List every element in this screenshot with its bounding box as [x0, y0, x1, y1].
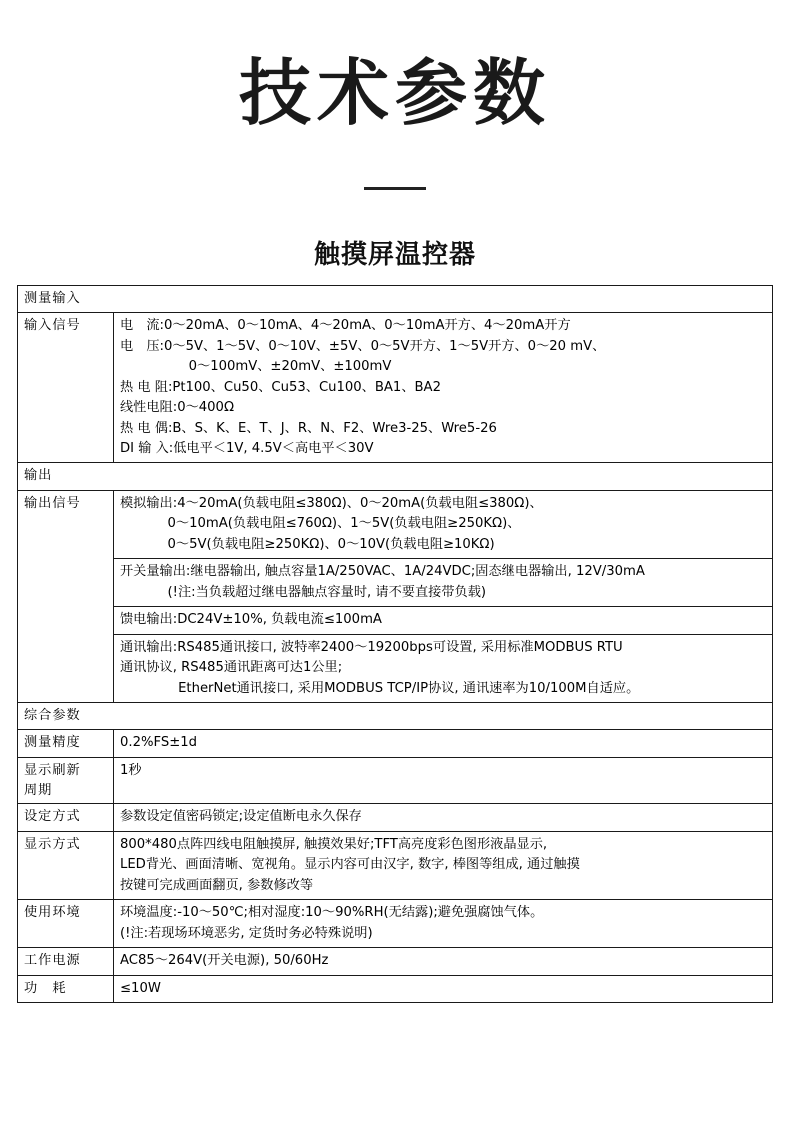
row-label-input-signal: 输入信号 [18, 313, 114, 463]
product-subtitle: 触摸屏温控器 [313, 239, 476, 270]
table-row [18, 900, 773, 948]
environment-note: (!注:若现场环境恶劣, 定货时务必特殊说明) [120, 925, 373, 941]
table-row [18, 285, 773, 312]
output-comm-line-2: 通讯协议, RS485通讯距离可达1公里; [120, 660, 343, 676]
input-voltage-line: 电 压:0～5V、1～5V、0～10V、±5V、0～5V开方、1～5V开方、0～20 mV、 [120, 338, 606, 354]
output-feed-cell [114, 607, 773, 634]
refresh-cycle-label-line-1: 显示刷新 [24, 762, 81, 778]
input-voltage-line-2: 0～100mV、±20mV、±100mV [188, 359, 392, 375]
table-row [18, 948, 773, 975]
table-row [18, 559, 773, 607]
table-row [18, 634, 773, 702]
table-row [18, 463, 773, 490]
table-row [18, 975, 773, 1002]
output-feed-line: 馈电输出:DC24V±10%, 负载电流≤100mA [120, 612, 382, 628]
output-analog-line-1: 模拟输出:4～20mA(负载电阻≤380Ω)、0～20mA(负载电阻≤380Ω)、 [120, 495, 543, 511]
row-value-refresh-cycle: 1秒 [114, 757, 773, 804]
section-general-parameters: 综合参数 [18, 702, 773, 729]
row-label-accuracy: 测量精度 [18, 730, 114, 757]
table-row [18, 607, 773, 634]
row-label-environment: 使用环境 [18, 900, 114, 948]
table-row [18, 702, 773, 729]
row-value-input-signal [114, 313, 773, 463]
row-label-display-mode: 显示方式 [18, 831, 114, 899]
row-value-accuracy: 0.2%FS±1d [114, 730, 773, 757]
row-value-power-consumption: ≤10W [114, 975, 773, 1002]
table-row [18, 490, 773, 558]
input-rtd-line: 热 电 阻:Pt100、Cu50、Cu53、Cu100、BA1、BA2 [120, 379, 441, 395]
display-mode-line-3: 按键可完成画面翻页, 参数修改等 [120, 877, 314, 893]
output-analog-line-3: 0～5V(负载电阻≥250KΩ)、0～10V(负载电阻≥10KΩ) [167, 536, 495, 552]
section-output: 输出 [18, 463, 773, 490]
environment-line-1: 环境温度:-10～50℃;相对湿度:10～90%RH(无结露);避免强腐蚀气体。 [120, 905, 544, 921]
refresh-cycle-label-line-2: 周期 [24, 782, 53, 798]
table-row [18, 313, 773, 463]
output-analog-line-2: 0～10mA(负载电阻≤760Ω)、1～5V(负载电阻≥250KΩ)、 [167, 516, 521, 532]
table-row [18, 804, 773, 831]
output-analog-cell [114, 490, 773, 558]
display-mode-line-1: 800*480点阵四线电阻触摸屏, 触摸效果好;TFT高亮度彩色图形液晶显示, [120, 836, 548, 852]
row-label-power-supply: 工作电源 [18, 948, 114, 975]
row-value-power-supply: AC85～264V(开关电源), 50/60Hz [114, 948, 773, 975]
output-comm-line-1: 通讯输出:RS485通讯接口, 波特率2400～19200bps可设置, 采用标准MODBUS RTU [120, 639, 623, 655]
row-value-environment [114, 900, 773, 948]
output-switch-cell [114, 559, 773, 607]
table-row [18, 831, 773, 899]
table-row [18, 757, 773, 804]
input-current-line: 电 流:0～20mA、0～10mA、4～20mA、0～10mA开方、4～20mA开方 [120, 318, 571, 334]
output-comm-line-3: EtherNet通讯接口, 采用MODBUS TCP/IP协议, 通讯速率为10/100M自适应。 [178, 680, 640, 696]
output-switch-line-1: 开关量输出:继电器输出, 触点容量1A/250VAC、1A/24VDC;固态继电器输出, 12V/30mA [120, 564, 645, 580]
output-switch-note: (!注:当负载超过继电器触点容量时, 请不要直接带负载) [167, 584, 487, 600]
specification-table [17, 285, 773, 1003]
title-divider [364, 187, 426, 190]
row-label-power-consumption: 功 耗 [18, 975, 114, 1002]
page-root [0, 52, 790, 1121]
table-row [18, 730, 773, 757]
row-label-output-signal: 输出信号 [18, 490, 114, 702]
section-measurement-input: 测量输入 [18, 285, 773, 312]
row-value-setting-mode: 参数设定值密码锁定;设定值断电永久保存 [114, 804, 773, 831]
input-di-line: DI 输 入:低电平＜1V, 4.5V＜高电平＜30V [120, 440, 374, 456]
row-value-display-mode [114, 831, 773, 899]
output-comm-cell [114, 634, 773, 702]
page-title: 技术参数 [238, 51, 551, 135]
row-label-refresh-cycle [18, 757, 114, 804]
input-thermocouple-line: 热 电 偶:B、S、K、E、T、J、R、N、F2、Wre3-25、Wre5-26 [120, 420, 497, 436]
input-linear-resistance-line: 线性电阻:0～400Ω [120, 400, 235, 416]
display-mode-line-2: LED背光、画面清晰、宽视角。显示内容可由汉字, 数字, 棒图等组成, 通过触摸 [120, 857, 580, 873]
row-label-setting-mode: 设定方式 [18, 804, 114, 831]
